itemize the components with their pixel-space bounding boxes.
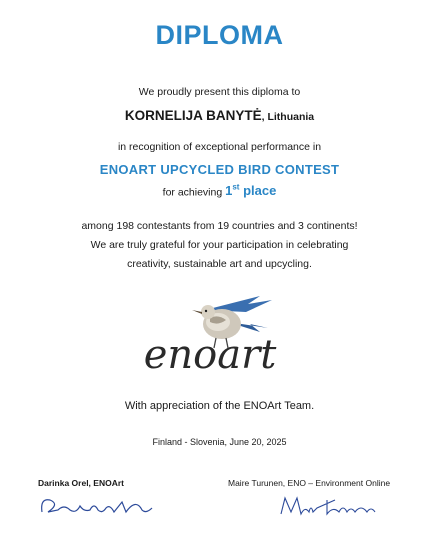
signature-right: [275, 490, 385, 520]
contest-name: ENOART UPCYCLED BIRD CONTEST: [99, 162, 340, 177]
logo-wordmark: enoart: [143, 332, 277, 378]
diploma-title: DIPLOMA: [155, 20, 284, 50]
recognition-text: in recognition of exceptional performance in: [117, 141, 322, 153]
achieving-prefix: for achieving: [162, 186, 226, 199]
place-word: place: [239, 183, 277, 199]
place-badge: [225, 183, 276, 198]
signatory-left: Darinka Orel, ENOArt: [38, 478, 124, 488]
recipient-country: , Lithuania: [261, 111, 315, 123]
place-number: 1: [225, 183, 233, 199]
appreciation-text: With appreciation of the ENOArt Team.: [124, 400, 315, 412]
enoart-logo: [110, 292, 310, 382]
achievement-line: [0, 183, 439, 198]
signature-left: [36, 490, 166, 520]
recipient-name: KORNELIJA BANYTĖ: [124, 108, 262, 123]
gratitude-text: We are truly grateful for your participation in celebrating: [90, 239, 349, 251]
stats-text: among 198 contestants from 19 countries and 3 continents!: [81, 220, 358, 232]
place-date-text: Finland - Slovenia, June 20, 2025: [152, 437, 287, 447]
signatory-right: Maire Turunen, ENO – Environment Online: [228, 478, 391, 488]
intro-text: We proudly present this diploma to: [138, 86, 301, 98]
place-suffix: st: [232, 183, 240, 192]
recipient-line: [0, 108, 439, 123]
themes-text: creativity, sustainable art and upcycling.: [127, 258, 312, 270]
